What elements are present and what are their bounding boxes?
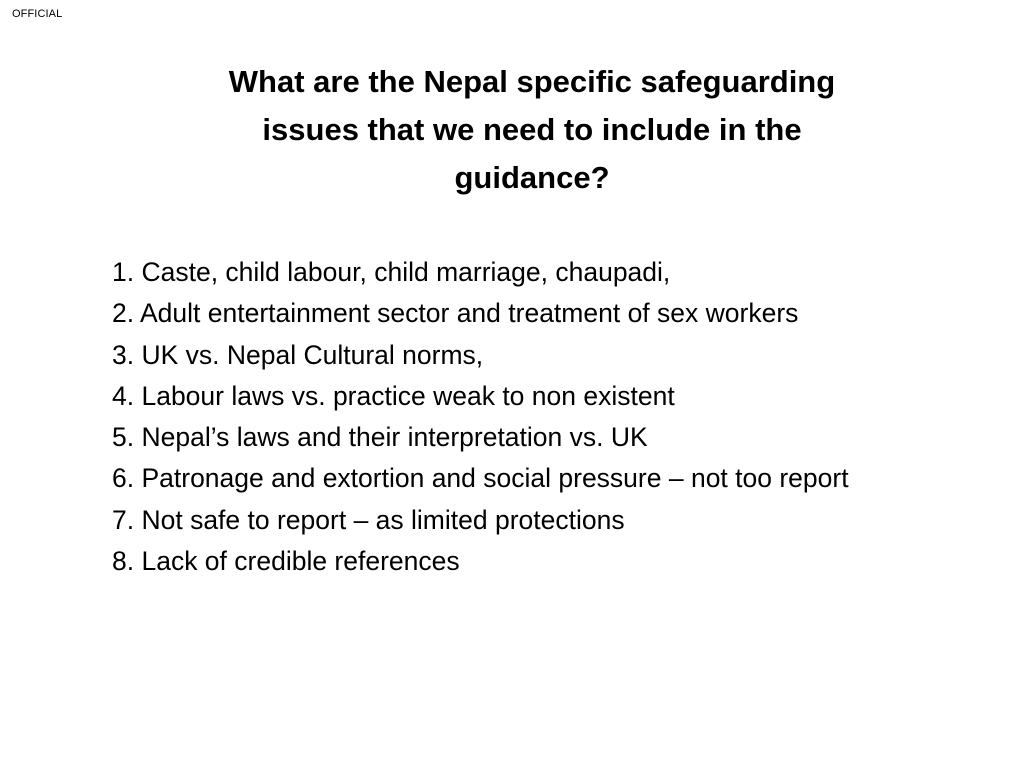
slide-title-line: issues that we need to include in the — [262, 112, 802, 147]
list-item: 7. Not safe to report – as limited protections — [112, 504, 625, 535]
slide-title — [150, 58, 914, 202]
list-item: 1. Caste, child labour, child marriage, chaupadi, — [112, 257, 671, 287]
classification-marking: OFFICIAL — [12, 8, 63, 20]
list-item: 5. Nepal’s laws and their interpretation vs. UK — [112, 422, 648, 453]
list-item: 4. Labour laws vs. practice weak to non existent — [112, 380, 675, 411]
slide-title-line: guidance? — [454, 160, 610, 195]
list-item: 2. Adult entertainment sector and treatment of sex workers — [112, 298, 799, 329]
list-item: 8. Lack of credible references — [112, 546, 460, 577]
list-item: 3. UK vs. Nepal Cultural norms, — [112, 339, 484, 370]
list-item: 6. Patronage and extortion and social pressure – not too report — [112, 463, 849, 494]
slide-title-line: What are the Nepal specific safeguarding — [228, 64, 836, 99]
issues-list — [112, 252, 1012, 582]
